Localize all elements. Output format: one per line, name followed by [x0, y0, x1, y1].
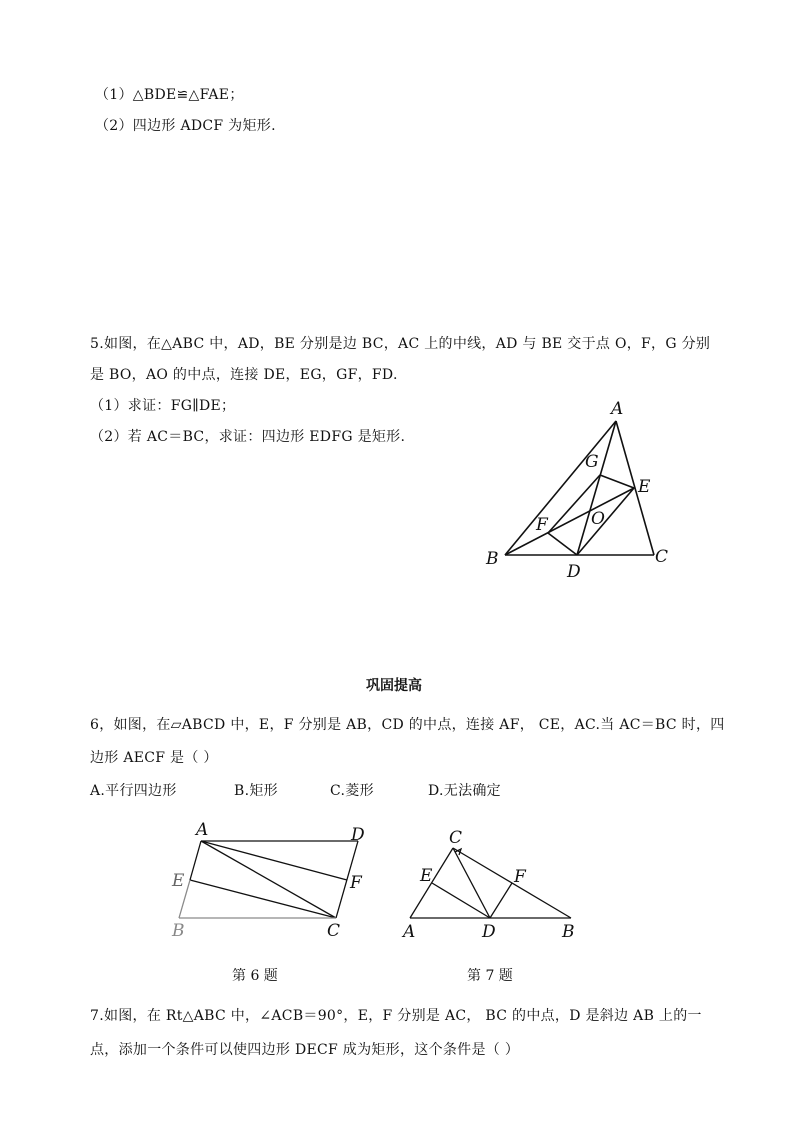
q7-label-c: C: [449, 828, 463, 848]
section-title: 巩固提高: [366, 678, 422, 694]
q5-part2: （2）若 AC＝BC，求证：四边形 EDFG 是矩形.: [90, 429, 406, 445]
q6-label-b: B: [172, 921, 185, 941]
q5-text-line1: 5.如图，在△ABC 中，AD，BE 分别是边 BC，AC 上的中线，AD 与 BE 交于点 O，F，G 分别: [90, 336, 711, 352]
q5-label-f: F: [536, 515, 548, 535]
q6-text-line2: 边形 AECF 是（ ）: [90, 750, 218, 766]
q7-label-a: A: [403, 922, 416, 942]
q6-caption: 第 6 题: [232, 968, 278, 984]
q6-label-d: D: [351, 825, 365, 845]
q6-label-a: A: [196, 820, 209, 840]
q4-part2: （2）四边形 ADCF 为矩形.: [95, 118, 276, 134]
q5-label-g: G: [585, 452, 599, 472]
q7-label-b: B: [562, 922, 575, 942]
q7-segment-cb: [453, 848, 571, 918]
q7-text-line2: 点，添加一个条件可以使四边形 DECF 成为矩形，这个条件是（ ）: [90, 1042, 520, 1058]
q6-option-b: B.矩形: [234, 783, 278, 799]
q5-label-b: B: [486, 549, 499, 569]
q6-option-d: D.无法确定: [428, 783, 501, 799]
q6-text-line1: 6，如图，在▱ABCD 中，E，F 分别是 AB，CD 的中点，连接 AF， CE，AC.当 AC＝BC 时，四: [90, 717, 725, 733]
q7-label-d: D: [482, 922, 496, 942]
q6-option-c: C.菱形: [330, 783, 374, 799]
q7-segment-fd: [490, 883, 512, 918]
q6-option-a: A.平行四边形: [90, 783, 177, 799]
q5-label-e: E: [638, 477, 651, 497]
q7-label-f: F: [514, 867, 526, 887]
q7-caption: 第 7 题: [467, 968, 513, 984]
q7-text-line1: 7.如图，在 Rt△ABC 中，∠ACB＝90°，E，F 分别是 AC， BC 的中点，D 是斜边 AB 上的一: [90, 1008, 702, 1024]
q5-label-d: D: [567, 562, 581, 582]
q5-label-a: A: [611, 399, 624, 419]
q4-part1: （1）△BDE≌△FAE；: [95, 87, 244, 103]
q5-label-o: O: [591, 509, 605, 529]
q5-part1: （1）求证：FG∥DE；: [90, 398, 236, 414]
q5-label-c: C: [655, 547, 669, 567]
q5-text-line2: 是 BO，AO 的中点，连接 DE，EG，GF，FD.: [90, 367, 398, 383]
q6-label-c: C: [327, 921, 341, 941]
q7-label-e: E: [420, 866, 433, 886]
q6-label-f: F: [350, 873, 362, 893]
q6-label-e: E: [172, 871, 185, 891]
